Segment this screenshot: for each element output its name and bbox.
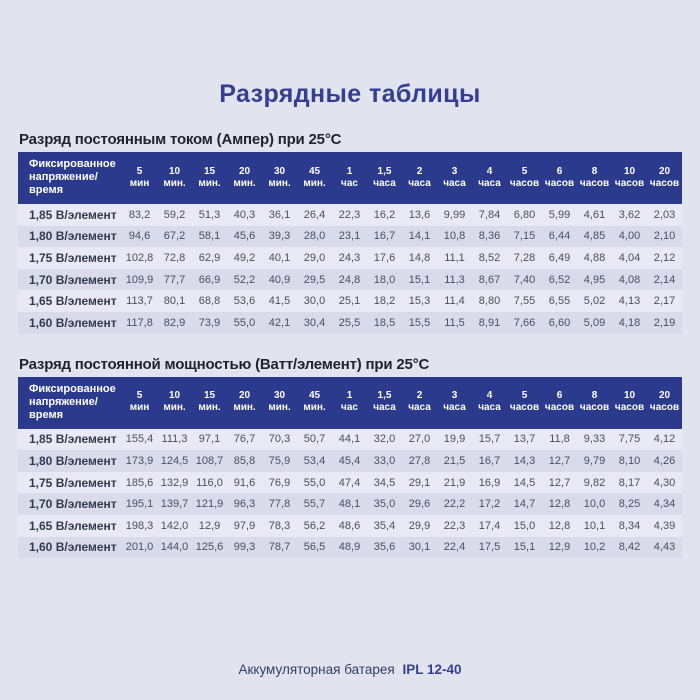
value-cell: 124,5 [160,454,189,467]
value-cell: 41,5 [268,295,291,308]
value-cell: 94,6 [128,230,151,243]
value-cell: 16,7 [478,454,501,467]
footer [0,661,700,678]
row-voltage-label: 1,75 В/элемент [29,475,117,490]
value-cell: 4,43 [653,541,676,554]
value-cell: 48,6 [338,519,361,532]
value-cell: 12,7 [548,454,571,467]
value-cell: 40,9 [268,273,291,286]
value-cell: 21,5 [443,454,466,467]
value-cell: 25,5 [338,316,361,329]
value-cell: 7,75 [618,433,641,446]
row-voltage-label: 1,80 В/элемент [29,229,117,244]
value-cell: 97,9 [233,519,256,532]
value-cell: 7,55 [513,295,536,308]
value-cell: 117,8 [126,316,153,329]
value-cell: 111,3 [161,433,188,446]
table-row [18,226,682,248]
value-cell: 4,08 [618,273,641,286]
value-cell: 8,34 [618,519,641,532]
value-cell: 16,2 [373,208,396,221]
time-column-header: 10 часов [612,377,647,429]
footer-battery-label: Аккумуляторная батарея [238,662,395,677]
value-cell: 12,8 [548,519,571,532]
time-column-header: 5 мин [122,377,157,429]
value-cell: 68,8 [198,295,221,308]
time-column-header: 20 мин. [227,152,262,204]
value-cell: 109,9 [125,273,154,286]
value-cell: 102,8 [125,251,154,264]
value-cell: 35,6 [373,541,396,554]
value-cell: 29,5 [303,273,326,286]
value-cell: 47,4 [338,476,361,489]
value-cell: 116,0 [196,476,223,489]
value-cell: 195,1 [125,498,154,511]
section-heading-constant-current: Разряд постоянным током (Ампер) при 25°C [19,131,342,148]
footer-battery-model: IPL 12-40 [402,662,462,677]
value-cell: 15,1 [513,541,536,554]
value-cell: 67,2 [163,230,186,243]
value-cell: 18,0 [373,273,396,286]
value-cell: 14,3 [513,454,536,467]
value-cell: 185,6 [125,476,154,489]
value-cell: 4,26 [653,454,676,467]
value-cell: 76,9 [268,476,291,489]
value-cell: 18,2 [373,295,396,308]
value-cell: 32,0 [373,433,396,446]
value-cell: 36,1 [268,208,291,221]
value-cell: 4,34 [653,498,676,511]
value-cell: 8,80 [478,295,501,308]
row-voltage-label: 1,60 В/элемент [29,315,117,330]
time-column-header: 2 часа [402,377,437,429]
value-cell: 33,0 [373,454,396,467]
value-cell: 78,7 [268,541,291,554]
constant-current-table [18,152,682,334]
value-cell: 53,4 [303,454,326,467]
value-cell: 44,1 [338,433,361,446]
value-cell: 6,55 [548,295,571,308]
value-cell: 4,00 [618,230,641,243]
section-heading-constant-power: Разряд постоянной мощностью (Ватт/элемент) при 25°C [19,355,430,373]
value-cell: 28,0 [303,230,326,243]
value-cell: 82,9 [163,316,186,329]
value-cell: 97,1 [198,433,221,446]
value-cell: 15,7 [478,433,501,446]
value-cell: 15,5 [408,316,431,329]
value-cell: 15,1 [408,273,431,286]
value-cell: 16,9 [478,476,501,489]
value-cell: 29,6 [408,498,431,511]
time-column-header: 20 часов [647,152,682,204]
fixed-voltage-time-header: Фиксированное напряжение/время [18,377,122,429]
value-cell: 45,4 [338,454,361,467]
value-cell: 21,9 [443,476,466,489]
value-cell: 14,8 [408,251,431,264]
value-cell: 58,1 [198,230,221,243]
row-voltage-label: 1,65 В/элемент [29,518,117,533]
value-cell: 27,0 [408,433,431,446]
fixed-voltage-time-header: Фиксированное напряжение/время [18,152,122,204]
value-cell: 23,1 [338,230,361,243]
value-cell: 30,4 [303,316,326,329]
value-cell: 7,28 [513,251,536,264]
value-cell: 35,0 [373,498,396,511]
value-cell: 25,1 [338,295,361,308]
value-cell: 73,9 [198,316,221,329]
value-cell: 12,9 [548,541,571,554]
row-voltage-label: 1,85 В/элемент [29,432,117,447]
time-column-header: 30 мин. [262,377,297,429]
value-cell: 42,1 [268,316,291,329]
value-cell: 144,0 [160,541,189,554]
time-column-header: 5 мин [122,152,157,204]
value-cell: 17,5 [478,541,501,554]
time-column-header: 2 часа [402,152,437,204]
table-row [18,247,682,269]
constant-current-section [18,131,682,334]
value-cell: 77,8 [268,498,291,511]
page-title: Разрядные таблицы [219,80,481,108]
time-column-header: 1,5 часа [367,377,402,429]
value-cell: 16,7 [373,230,396,243]
row-voltage-label: 1,70 В/элемент [29,272,117,287]
value-cell: 17,4 [478,519,501,532]
value-cell: 59,2 [163,208,186,221]
time-column-header: 1 час [332,377,367,429]
value-cell: 48,9 [338,541,361,554]
value-cell: 9,82 [583,476,606,489]
value-cell: 7,40 [513,273,536,286]
value-cell: 173,9 [125,454,154,467]
value-cell: 78,3 [268,519,291,532]
value-cell: 18,5 [373,316,396,329]
constant-power-section [18,356,682,559]
table-row [18,493,682,515]
value-cell: 10,0 [583,498,606,511]
value-cell: 62,9 [198,251,221,264]
value-cell: 10,2 [583,541,606,554]
value-cell: 4,88 [583,251,606,264]
value-cell: 77,7 [163,273,186,286]
header-row [18,152,682,204]
value-cell: 29,9 [408,519,431,532]
value-cell: 91,6 [233,476,256,489]
value-cell: 4,18 [618,316,641,329]
value-cell: 13,7 [513,433,536,446]
value-cell: 142,0 [160,519,189,532]
value-cell: 72,8 [163,251,186,264]
row-voltage-label: 1,75 В/элемент [29,250,117,265]
value-cell: 10,8 [443,230,466,243]
table-row [18,204,682,226]
time-column-header: 8 часов [577,152,612,204]
time-column-header: 15 мин. [192,152,227,204]
value-cell: 12,8 [548,498,571,511]
value-cell: 45,6 [233,230,256,243]
value-cell: 55,7 [303,498,326,511]
row-voltage-label: 1,70 В/элемент [29,497,117,512]
value-cell: 4,04 [618,251,641,264]
table-row [18,472,682,494]
value-cell: 125,6 [195,541,224,554]
value-cell: 5,02 [583,295,606,308]
time-column-header: 45 мин. [297,377,332,429]
value-cell: 7,66 [513,316,536,329]
value-cell: 8,36 [478,230,501,243]
value-cell: 35,4 [373,519,396,532]
value-cell: 2,03 [653,208,676,221]
table-row [18,537,682,559]
value-cell: 9,33 [583,433,606,446]
value-cell: 6,44 [548,230,571,243]
value-cell: 29,0 [303,251,326,264]
value-cell: 75,9 [268,454,291,467]
value-cell: 29,1 [408,476,431,489]
value-cell: 85,8 [233,454,256,467]
value-cell: 2,14 [653,273,676,286]
row-voltage-label: 1,65 В/элемент [29,294,117,309]
value-cell: 4,95 [583,273,606,286]
value-cell: 55,0 [303,476,326,489]
value-cell: 11,4 [444,295,465,308]
value-cell: 27,8 [408,454,431,467]
value-cell: 17,6 [373,251,396,264]
time-column-header: 5 часов [507,152,542,204]
value-cell: 2,19 [653,316,676,329]
value-cell: 22,3 [443,519,466,532]
value-cell: 108,7 [195,454,224,467]
value-cell: 198,3 [125,519,154,532]
value-cell: 83,2 [128,208,151,221]
time-column-header: 5 часов [507,377,542,429]
value-cell: 52,2 [233,273,256,286]
value-cell: 12,7 [548,476,571,489]
time-column-header: 10 часов [612,152,647,204]
value-cell: 66,9 [198,273,221,286]
time-column-header: 6 часов [542,152,577,204]
value-cell: 51,3 [198,208,221,221]
value-cell: 76,7 [233,433,256,446]
value-cell: 70,3 [268,433,291,446]
value-cell: 6,60 [548,316,571,329]
value-cell: 19,9 [443,433,466,446]
table-row [18,269,682,291]
value-cell: 11,8 [549,433,570,446]
value-cell: 7,84 [478,208,501,221]
value-cell: 56,5 [303,541,326,554]
value-cell: 40,3 [233,208,256,221]
header-row [18,377,682,429]
value-cell: 4,12 [653,433,676,446]
value-cell: 2,10 [653,230,676,243]
value-cell: 5,09 [583,316,606,329]
value-cell: 8,42 [618,541,641,554]
time-column-header: 20 часов [647,377,682,429]
value-cell: 8,25 [618,498,641,511]
value-cell: 14,5 [513,476,536,489]
value-cell: 121,9 [195,498,224,511]
value-cell: 113,7 [126,295,153,308]
value-cell: 22,3 [338,208,361,221]
value-cell: 96,3 [233,498,256,511]
value-cell: 11,3 [444,273,465,286]
row-voltage-label: 1,80 В/элемент [29,453,117,468]
value-cell: 4,61 [583,208,606,221]
value-cell: 30,0 [303,295,326,308]
value-cell: 8,52 [478,251,501,264]
value-cell: 39,3 [268,230,291,243]
time-column-header: 4 часа [472,377,507,429]
table-row [18,290,682,312]
value-cell: 8,10 [618,454,641,467]
table-row [18,429,682,451]
value-cell: 22,2 [443,498,466,511]
value-cell: 12,9 [198,519,221,532]
value-cell: 34,5 [373,476,396,489]
time-column-header: 8 часов [577,377,612,429]
table-row [18,312,682,334]
value-cell: 2,17 [653,295,676,308]
value-cell: 4,85 [583,230,606,243]
time-column-header: 6 часов [542,377,577,429]
value-cell: 14,7 [513,498,536,511]
value-cell: 99,3 [233,541,256,554]
value-cell: 49,2 [233,251,256,264]
value-cell: 5,99 [548,208,571,221]
value-cell: 6,52 [548,273,571,286]
value-cell: 13,6 [408,208,431,221]
value-cell: 40,1 [268,251,291,264]
time-column-header: 15 мин. [192,377,227,429]
value-cell: 17,2 [478,498,501,511]
table-row [18,450,682,472]
row-voltage-label: 1,85 В/элемент [29,207,117,222]
time-column-header: 1 час [332,152,367,204]
value-cell: 4,13 [618,295,641,308]
value-cell: 6,49 [548,251,571,264]
value-cell: 8,17 [618,476,641,489]
time-column-header: 30 мин. [262,152,297,204]
time-column-header: 4 часа [472,152,507,204]
time-column-header: 10 мин. [157,377,192,429]
value-cell: 15,0 [513,519,536,532]
value-cell: 155,4 [125,433,154,446]
value-cell: 8,91 [478,316,501,329]
time-column-header: 3 часа [437,377,472,429]
value-cell: 22,4 [443,541,466,554]
value-cell: 26,4 [303,208,326,221]
value-cell: 53,6 [233,295,256,308]
value-cell: 6,80 [513,208,536,221]
time-column-header: 10 мин. [157,152,192,204]
value-cell: 50,7 [303,433,326,446]
value-cell: 15,3 [408,295,431,308]
value-cell: 139,7 [160,498,189,511]
value-cell: 56,2 [303,519,326,532]
row-voltage-label: 1,60 В/элемент [29,540,117,555]
value-cell: 24,3 [338,251,361,264]
value-cell: 4,30 [653,476,676,489]
time-column-header: 20 мин. [227,377,262,429]
time-column-header: 45 мин. [297,152,332,204]
value-cell: 11,1 [444,251,465,264]
value-cell: 14,1 [408,230,431,243]
value-cell: 30,1 [408,541,431,554]
time-column-header: 3 часа [437,152,472,204]
time-column-header: 1,5 часа [367,152,402,204]
constant-power-table [18,377,682,559]
value-cell: 11,5 [444,316,465,329]
value-cell: 10,1 [583,519,606,532]
table-row [18,515,682,537]
value-cell: 24,8 [338,273,361,286]
value-cell: 201,0 [125,541,154,554]
value-cell: 80,1 [163,295,186,308]
value-cell: 9,99 [443,208,466,221]
value-cell: 2,12 [653,251,676,264]
value-cell: 3,62 [618,208,641,221]
value-cell: 4,39 [653,519,676,532]
value-cell: 7,15 [513,230,536,243]
value-cell: 48,1 [338,498,361,511]
value-cell: 55,0 [233,316,256,329]
value-cell: 9,79 [583,454,606,467]
value-cell: 8,67 [478,273,501,286]
value-cell: 132,9 [160,476,189,489]
